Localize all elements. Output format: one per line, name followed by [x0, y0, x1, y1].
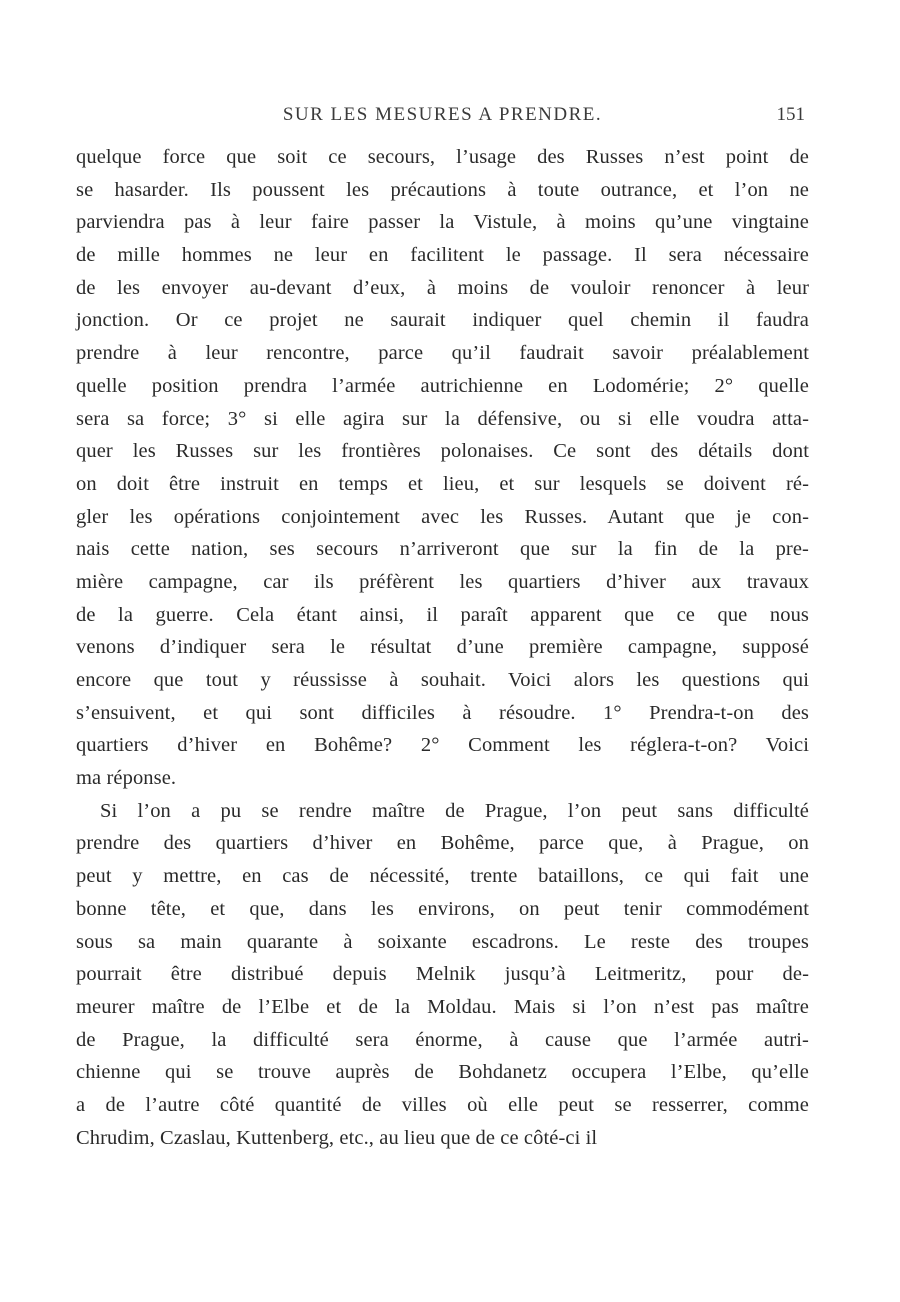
- text-line: quer les Russes sur les frontières polonaises. Ce sont des détails dont: [76, 440, 809, 463]
- paragraph: [76, 141, 809, 795]
- text-line: prendre à leur rencontre, parce qu’il faudrait savoir préalablement: [76, 342, 809, 365]
- text-line: nais cette nation, ses secours n’arriveront que sur la fin de la pre-: [76, 538, 809, 561]
- text-line: peut y mettre, en cas de nécessité, trente bataillons, ce qui fait une: [76, 865, 809, 888]
- text-line: quartiers d’hiver en Bohême? 2° Comment les réglera-t-on? Voici: [76, 734, 809, 757]
- text-line: de mille hommes ne leur en facilitent le passage. Il sera nécessaire: [76, 244, 809, 267]
- text-line: mière campagne, car ils préfèrent les quartiers d’hiver aux travaux: [76, 570, 809, 593]
- text-line: Si l’on a pu se rendre maître de Prague, l’on peut sans difficulté: [100, 799, 809, 822]
- text-line: sous sa main quarante à soixante escadrons. Le reste des troupes: [76, 930, 809, 953]
- text-line: parviendra pas à leur faire passer la Vistule, à moins qu’une vingtaine: [76, 211, 809, 234]
- running-head: [76, 100, 809, 130]
- text-line: bonne tête, et que, dans les environs, on peut tenir commodément: [76, 897, 809, 920]
- text-line: Chrudim, Czaslau, Kuttenberg, etc., au lieu que de ce côté-ci il: [76, 1126, 598, 1149]
- text-line: s’ensuivent, et qui sont difficiles à résoudre. 1° Prendra-t-on des: [76, 701, 809, 724]
- text-line: quelque force que soit ce secours, l’usage des Russes n’est point de: [76, 146, 809, 168]
- text-line: sera sa force; 3° si elle agira sur la défensive, ou si elle voudra atta-: [76, 407, 809, 430]
- text-line: on doit être instruit en temps et lieu, et sur lesquels se doivent ré-: [76, 472, 809, 495]
- text-line: encore que tout y réussisse à souhait. Voici alors les questions qui: [76, 669, 809, 691]
- text-line: prendre des quartiers d’hiver en Bohême, parce que, à Prague, on: [76, 832, 809, 855]
- text-line: meurer maître de l’Elbe et de la Moldau. Mais si l’on n’est pas maître: [76, 995, 809, 1018]
- text-line: a de l’autre côté quantité de villes où elle peut se resserrer, comme: [76, 1093, 809, 1116]
- page-number: 151: [776, 104, 805, 125]
- text-line: de la guerre. Cela étant ainsi, il paraît apparent que ce que nous: [76, 603, 809, 626]
- text-line: pourrait être distribué depuis Melnik jusqu’à Leitmeritz, pour de-: [76, 963, 809, 986]
- text-line: de Prague, la difficulté sera énorme, à cause que l’armée autri-: [76, 1028, 809, 1051]
- paragraph: [76, 795, 809, 1155]
- text-line: ma réponse.: [76, 767, 177, 790]
- text-line: chienne qui se trouve auprès de Bohdanetz occupera l’Elbe, qu’elle: [76, 1061, 809, 1084]
- text-line: jonction. Or ce projet ne saurait indiquer quel chemin il faudra: [76, 309, 809, 332]
- text-line: gler les opérations conjointement avec les Russes. Autant que je con-: [76, 505, 809, 528]
- body-text: [76, 141, 809, 1154]
- text-line: quelle position prendra l’armée autrichienne en Lodomérie; 2° quelle: [76, 374, 809, 397]
- text-line: de les envoyer au-devant d’eux, à moins de vouloir renoncer à leur: [76, 276, 809, 299]
- text-line: se hasarder. Ils poussent les précautions à toute outrance, et l’on ne: [76, 178, 809, 201]
- text-line: venons d’indiquer sera le résultat d’une première campagne, supposé: [76, 636, 809, 659]
- running-title: SUR LES MESURES A PRENDRE.: [282, 104, 603, 125]
